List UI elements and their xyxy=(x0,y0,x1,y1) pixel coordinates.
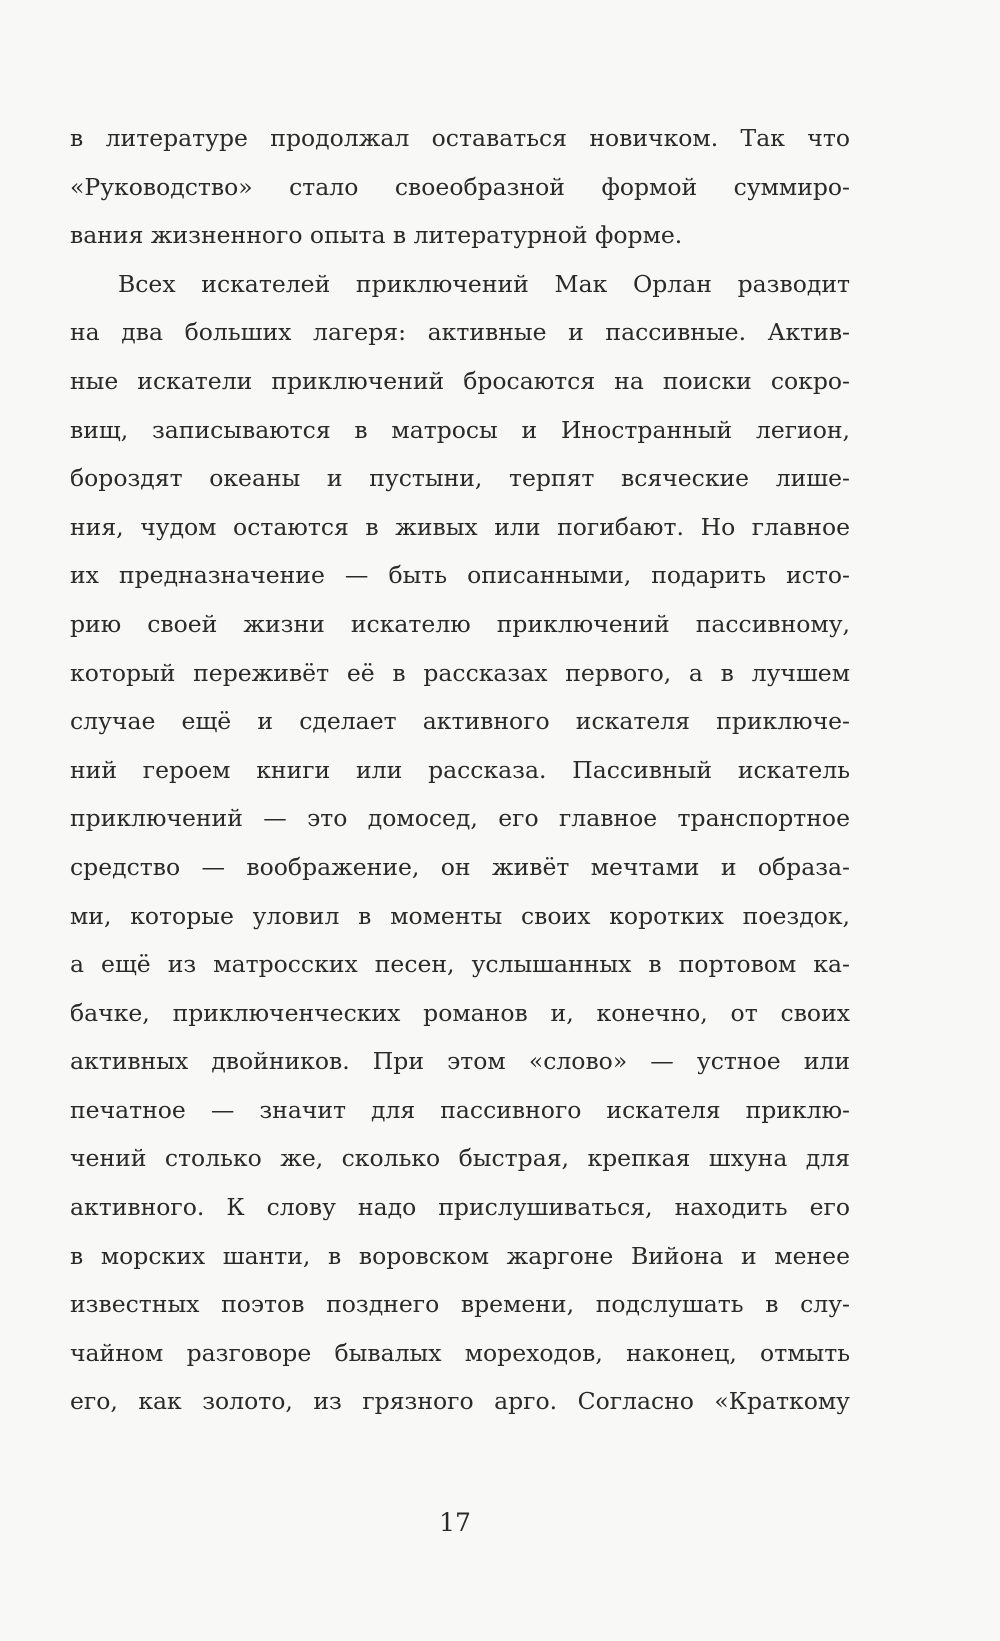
text-line: их предназначение — быть описанными, подарить исто- xyxy=(70,561,850,590)
text-line: его, как золото, из грязного арго. Согласно «Краткому xyxy=(70,1387,850,1416)
text-line: известных поэтов позднего времени, подслушать в слу- xyxy=(70,1290,850,1319)
text-line: средство — воображение, он живёт мечтами и образа- xyxy=(70,852,850,881)
text-line: рию своей жизни искателю приключений пассивному, xyxy=(70,609,850,638)
text-line: печатное — значит для пассивного искателя приклю- xyxy=(70,1095,850,1124)
text-line: «Руководство» стало своеобразной формой суммиро- xyxy=(70,172,850,201)
text-line: в морских шанти, в воровском жаргоне Вийона и менее xyxy=(70,1241,850,1270)
body-text xyxy=(70,114,850,1426)
text-line: чений столько же, сколько быстрая, крепкая шхуна для xyxy=(70,1144,850,1173)
text-line: бороздят океаны и пустыни, терпят всяческие лише- xyxy=(70,464,850,493)
text-line: вищ, записываются в матросы и Иностранный легион, xyxy=(70,415,850,444)
text-line: приключений — это домосед, его главное транспортное xyxy=(70,804,850,833)
text-line: активных двойников. При этом «слово» — устное или xyxy=(70,1047,850,1076)
text-line: на два больших лагеря: активные и пассивные. Актив- xyxy=(70,318,850,347)
text-line: чайном разговоре бывалых мореходов, наконец, отмыть xyxy=(70,1338,850,1367)
text-line: Всех искателей приключений Мак Орлан разводит xyxy=(118,269,850,298)
text-line: случае ещё и сделает активного искателя приключе- xyxy=(70,707,850,736)
text-line: который переживёт её в рассказах первого, а в лучшем xyxy=(70,658,850,687)
text-line: вания жизненного опыта в литературной форме. xyxy=(70,221,683,250)
text-line: активного. К слову надо прислушиваться, находить его xyxy=(70,1193,850,1222)
text-line: ний героем книги или рассказа. Пассивный искатель xyxy=(70,755,850,784)
text-line: а ещё из матросских песен, услышанных в портовом ка- xyxy=(70,950,850,979)
text-line: в литературе продолжал оставаться новичком. Так что xyxy=(70,124,850,152)
text-line: ми, которые уловил в моменты своих коротких поездок, xyxy=(70,901,850,930)
text-line: ния, чудом остаются в живых или погибают. Но главное xyxy=(70,512,850,541)
text-line: бачке, приключенческих романов и, конечно, от своих xyxy=(70,998,850,1027)
page-number: 17 xyxy=(439,1508,471,1537)
text-line: ные искатели приключений бросаются на поиски сокро- xyxy=(70,366,850,395)
